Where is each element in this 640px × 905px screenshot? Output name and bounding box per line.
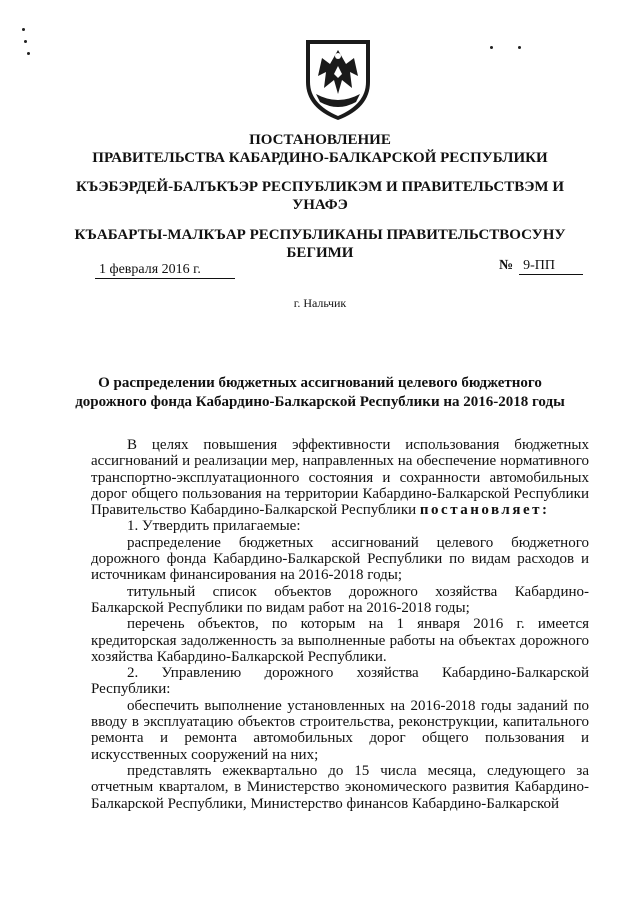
city-name: г. Нальчик	[293, 296, 347, 310]
header-kabardian-line2: УНАФЭ	[292, 197, 348, 213]
document-title	[60, 374, 580, 412]
number-label: №	[499, 258, 514, 273]
header-balkar-line2: БЕГИМИ	[286, 245, 354, 261]
document-number	[499, 258, 583, 275]
document-body	[91, 437, 589, 812]
body-paragraph: обеспечить выполнение установленных на 2016-2018 годы заданий по вводу в эксплуатацию объектов строительства, реконструкции, капитального ремонта и ремонта автомобильных дорог общего пользования и искусственных сооружений на них;	[91, 697, 589, 763]
scan-speck	[24, 40, 27, 43]
scan-speck	[490, 46, 493, 49]
body-paragraph: 1. Утвердить прилагаемые:	[127, 518, 301, 535]
number-value: 9-ПП	[519, 258, 583, 275]
body-paragraph: распределение бюджетных ассигнований целевого бюджетного дорожного фонда Кабардино-Балкарской Республики по видам расходов и источникам финансирования на 2016-2018 годы;	[91, 534, 589, 584]
title-line: О распределении бюджетных ассигнований целевого бюджетного	[98, 375, 542, 391]
title-line: дорожного фонда Кабардино-Балкарской Республики на 2016-2018 годы	[75, 394, 565, 410]
body-paragraph: представлять ежеквартально до 15 числа месяца, следующего за отчетным кварталом, в Министерство экономического развития Кабардино-Балкарской Республики, Министерство финансов Кабардино-Балкарской	[91, 762, 589, 812]
header-government: ПРАВИТЕЛЬСТВА КАБАРДИНО-БАЛКАРСКОЙ РЕСПУБЛИКИ	[92, 150, 548, 166]
body-paragraph	[91, 437, 589, 518]
body-paragraph: 2. Управлению дорожного хозяйства Кабардино-Балкарской Республики:	[91, 665, 589, 698]
paragraph-text: В целях повышения эффективности использования бюджетных ассигнований и реализации мер, направленных на обеспечение нормативного транспортно-эксплуатационного состояния и сохранности автомобильных дорог общего пользования на территории Кабардино-Балкарской Республики Правительство Кабардино-Балкарской Республики	[91, 437, 589, 519]
decree-keyword: постановляет:	[419, 502, 550, 519]
body-paragraph: титульный список объектов дорожного хозяйства Кабардино-Балкарской Республики по видам работ на 2016-2018 годы;	[91, 583, 589, 616]
header-kabardian-line1: КЪЭБЭРДЕЙ-БАЛЪКЪЭР РЕСПУБЛИКЭМ И ПРАВИТЕЛЬСТВЭМ И	[76, 179, 564, 195]
header-balkar-line1: КЪАБАРТЫ-МАЛКЪАР РЕСПУБЛИКАНЫ ПРАВИТЕЛЬСТВОСУНУ	[74, 227, 566, 243]
header-resolution: ПОСТАНОВЛЕНИЕ	[249, 132, 391, 148]
coat-of-arms-emblem	[300, 36, 376, 122]
scan-speck	[518, 46, 521, 49]
document-date: 1 февраля 2016 г.	[95, 262, 235, 279]
scan-speck	[27, 52, 30, 55]
scan-speck	[22, 28, 25, 31]
body-paragraph: перечень объектов, по которым на 1 января 2016 г. имеется кредиторская задолженность за выполненные работы на объектах дорожного хозяйства Кабардино-Балкарской Республики.	[91, 616, 589, 665]
